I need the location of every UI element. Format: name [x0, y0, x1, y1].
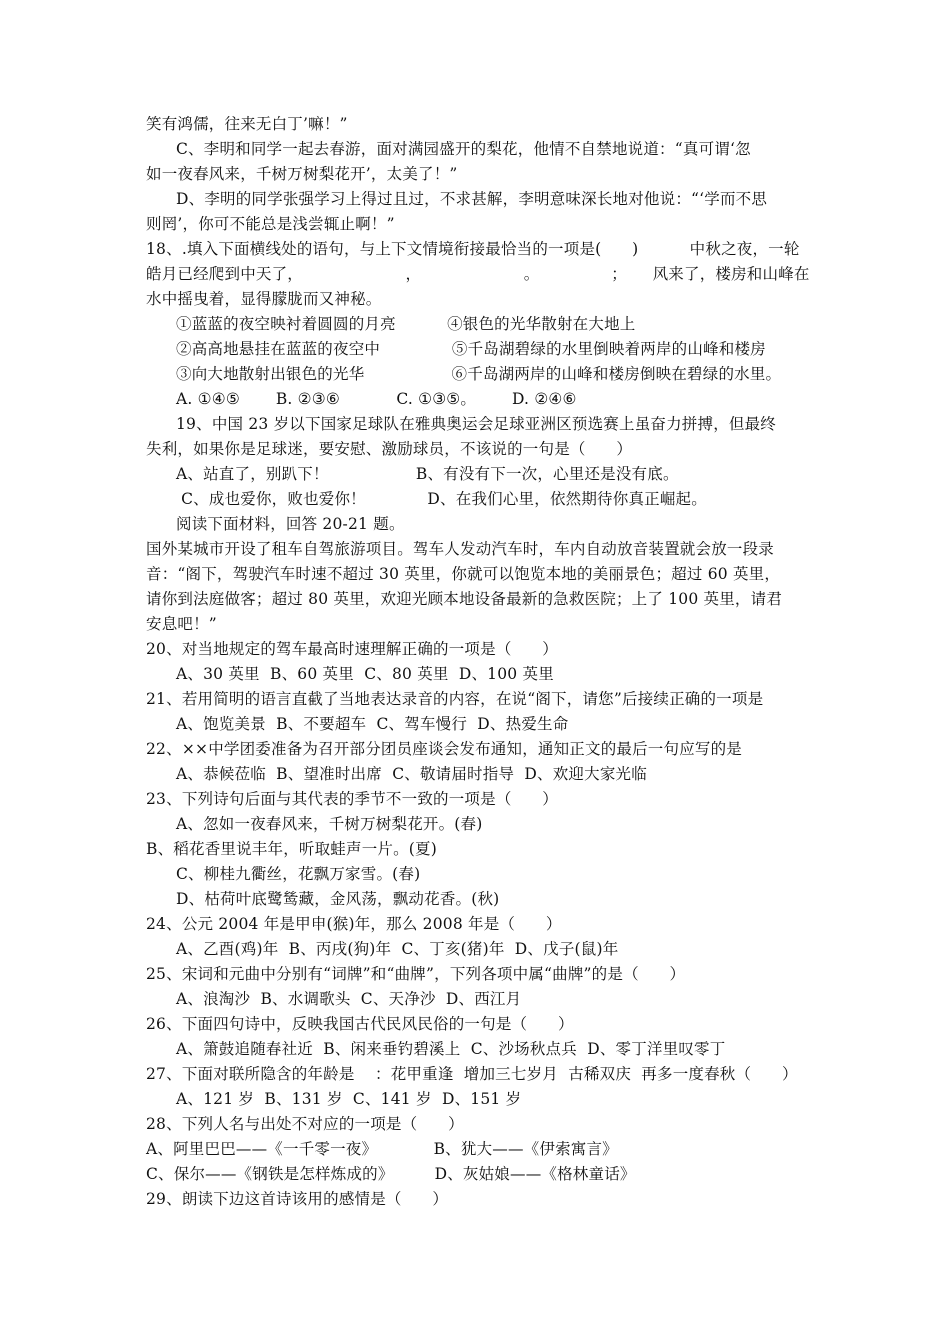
- question-23: 23、下列诗句后面与其代表的季节不一致的一项是（ ）: [146, 790, 558, 808]
- answer-choices: A、30 英里 B、60 英里 C、80 英里 D、100 英里: [176, 665, 554, 683]
- answer-choices: A、站直了，别趴下！ B、有没有下一次，心里还是没有底。: [176, 465, 679, 483]
- text-line: 皓月已经爬到中天了， ， 。 ； 风来了，楼房和山峰在: [146, 265, 810, 283]
- question-26: 26、下面四句诗中，反映我国古代民风民俗的一句是（ ）: [146, 1015, 574, 1033]
- question-28: 28、下列人名与出处不对应的一项是（ ）: [146, 1115, 464, 1133]
- text-line: 笑有鸿儒，往来无白丁’嘛！”: [146, 115, 348, 133]
- reading-passage: 安息吧！”: [146, 615, 217, 633]
- answer-choice: C、柳桂九衢丝，花飘万家雪。(春): [176, 865, 421, 883]
- text-line: 如一夜春风来，千树万树梨花开’，太美了！”: [146, 165, 458, 183]
- question-25: 25、宋词和元曲中分别有“词牌”和“曲牌”，下列各项中属“曲牌”的是（ ）: [146, 965, 686, 983]
- question-21: 21、若用简明的语言直截了当地表达录音的内容，在说“阁下，请您”后接续正确的一项是: [146, 690, 764, 708]
- answer-choices: A. ①④⑤ B. ②③⑥ C. ①③⑤。 D. ②④⑥: [176, 390, 577, 408]
- option-d-text: D、李明的同学张强学习上得过且过，不求甚解，李明意味深长地对他说：“‘学而不思: [176, 190, 768, 208]
- sentence-options-row: ①蓝蓝的夜空映衬着圆圆的月亮 ④银色的光华散射在大地上: [176, 315, 636, 333]
- sentence-options-row: ②高高地悬挂在蓝蓝的夜空中 ⑤千岛湖碧绿的水里倒映着两岸的山峰和楼房: [176, 340, 766, 358]
- reading-passage: 音：“阁下，驾驶汽车时速不超过 30 英里，你就可以饱览本地的美丽景色；超过 60 英里，: [146, 565, 781, 583]
- reading-instruction: 阅读下面材料，回答 20-21 题。: [176, 515, 405, 533]
- question-20: 20、对当地规定的驾车最高时速理解正确的一项是（ ）: [146, 640, 558, 658]
- answer-choices: A、箫鼓追随春社近 B、闲来垂钓碧溪上 C、沙场秋点兵 D、零丁洋里叹零丁: [176, 1040, 726, 1058]
- answer-choices: A、121 岁 B、131 岁 C、141 岁 D、151 岁: [176, 1090, 522, 1108]
- answer-choice: B、稻花香里说丰年，听取蛙声一片。(夏): [146, 840, 437, 858]
- option-c-text: C、李明和同学一起去春游，面对满园盛开的梨花，他情不自禁地说道：“真可谓‘忽: [176, 140, 751, 158]
- answer-choice: A、忽如一夜春风来，千树万树梨花开。(春): [176, 815, 483, 833]
- answer-choices: A、浪淘沙 B、水调歌头 C、天净沙 D、西江月: [176, 990, 522, 1008]
- question-19: 19、中国 23 岁以下国家足球队在雅典奥运会足球亚洲区预选赛上虽奋力拼搏，但最终: [176, 415, 777, 433]
- text-line: 则罔’，你可不能总是浅尝辄止啊！”: [146, 215, 395, 233]
- reading-passage: 请你到法庭做客；超过 80 英里，欢迎光顾本地设备最新的急救医院；上了 100 英里，请君: [146, 590, 783, 608]
- question-29: 29、朗读下边这首诗该用的感情是（ ）: [146, 1190, 449, 1208]
- text-line: 失利，如果你是足球迷，要安慰、激励球员，不该说的一句是（ ）: [146, 440, 633, 458]
- answer-choices: A、饱览美景 B、不要超车 C、驾车慢行 D、热爱生命: [176, 715, 569, 733]
- question-18: 18、.填入下面横线处的语句，与上下文情境衔接最恰当的一项是( ) 中秋之夜，一轮: [146, 240, 800, 258]
- sentence-options-row: ③向大地散射出银色的光华 ⑥千岛湖两岸的山峰和楼房倒映在碧绿的水里。: [176, 365, 782, 383]
- text-line: 水中摇曳着，显得朦胧而又神秘。: [146, 290, 382, 308]
- question-24: 24、公元 2004 年是甲申(猴)年，那么 2008 年是（ ）: [146, 915, 562, 933]
- answer-choices: C、成也爱你，败也爱你！ D、在我们心里，依然期待你真正崛起。: [176, 490, 707, 508]
- answer-choice: D、枯荷叶底鹭鸶藏，金风荡，飘动花香。(秋): [176, 890, 500, 908]
- reading-passage: 国外某城市开设了租车自驾旅游项目。驾车人发动汽车时，车内自动放音装置就会放一段录: [146, 540, 775, 558]
- answer-choices: C、保尔——《钢铁是怎样炼成的》 D、灰姑娘——《格林童话》: [146, 1165, 636, 1183]
- question-27: 27、下面对联所隐含的年龄是 ：花甲重逢 增加三七岁月 古稀双庆 再多一度春秋（ ）: [146, 1065, 798, 1083]
- question-22: 22、××中学团委准备为召开部分团员座谈会发布通知，通知正文的最后一句应写的是: [146, 740, 743, 758]
- answer-choices: A、恭候莅临 B、望准时出席 C、敬请届时指导 D、欢迎大家光临: [176, 765, 647, 783]
- answer-choices: A、阿里巴巴——《一千零一夜》 B、犹大——《伊索寓言》: [146, 1140, 618, 1158]
- answer-choices: A、乙酉(鸡)年 B、丙戌(狗)年 C、丁亥(猪)年 D、戊子(鼠)年: [176, 940, 619, 958]
